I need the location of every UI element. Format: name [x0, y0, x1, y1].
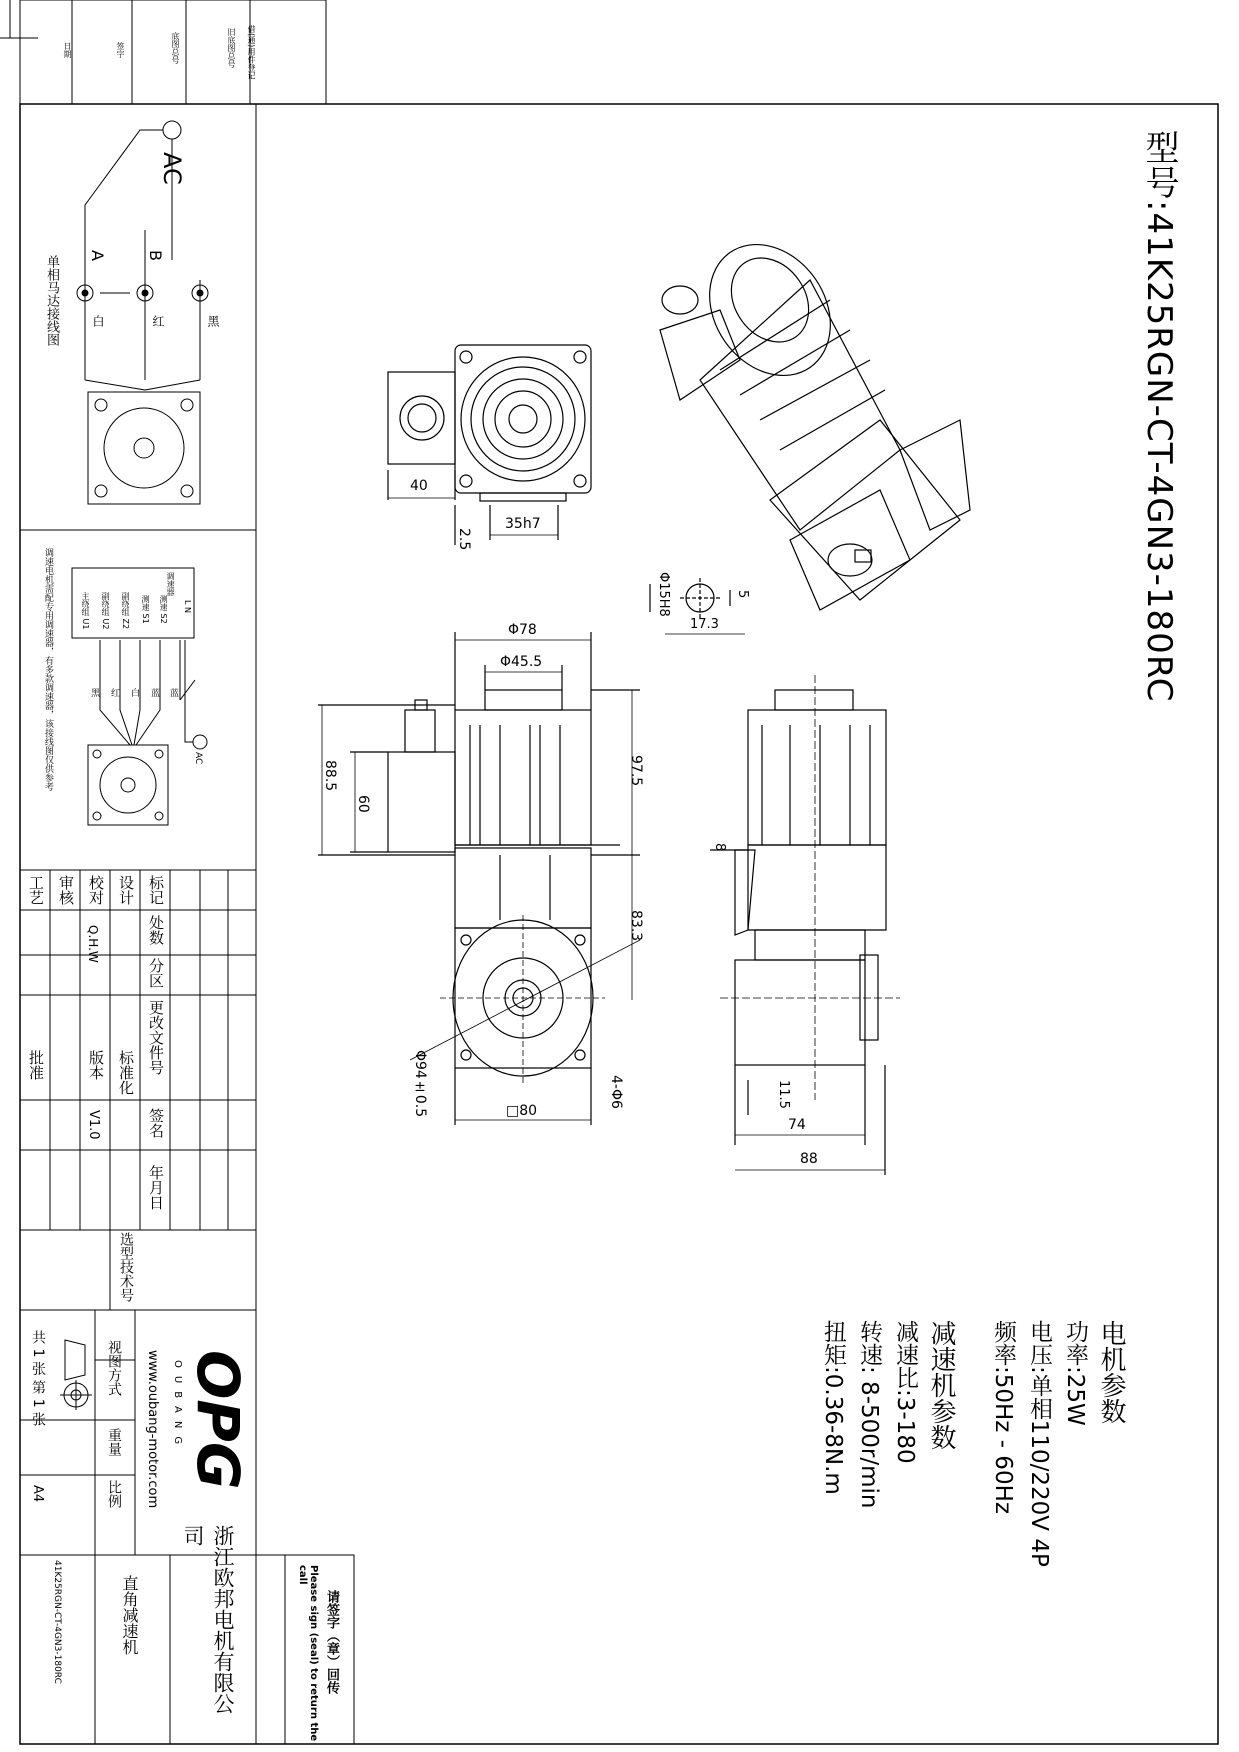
isometric-motor [660, 221, 970, 610]
wiring2-row-4: 副绕组 U2 [101, 592, 110, 630]
dim-40: 40 [410, 478, 428, 494]
motor-params-title: 电机参数 [1096, 1320, 1126, 1424]
gear-params-title: 减速机参数 [926, 1320, 956, 1450]
svg-text:OPG: OPG [184, 1350, 252, 1490]
dim-80: □80 [506, 1103, 538, 1119]
wiring2-wire-0: 蓝 [168, 688, 178, 697]
wiring2-row-0: L N [183, 600, 192, 613]
wiring2-box-title: 调速器 [166, 572, 175, 596]
return-note-en: Please sign (seal) to return the call [297, 1565, 319, 1742]
dim-2-5: 2.5 [456, 528, 472, 551]
wiring2-row-3: 副绕组 Z2 [121, 592, 130, 630]
dim-15h8: Φ15H8 [656, 572, 671, 617]
dim-88: 88 [800, 1151, 818, 1167]
company-name: 浙江欧邦电机有限公司 [181, 1525, 235, 1714]
company-product: 直角减速机 [120, 1575, 139, 1655]
wiring2-wire-4: 黑 [89, 688, 99, 697]
dim-11-5: 11.5 [776, 1080, 791, 1109]
motor-frequency: 频率:50Hz - 60Hz [990, 1320, 1016, 1514]
rev-banben: 版本 [87, 1050, 105, 1080]
company-view: 视图方式 [106, 1340, 122, 1396]
dim-17-3: 17.3 [690, 617, 719, 632]
dim-78: Φ78 [508, 622, 537, 638]
motor-params [985, 1320, 1129, 1567]
wiring1-b: B [146, 250, 165, 261]
company-weight: 重量 [106, 1428, 122, 1456]
rev-chushu: 处数 [147, 915, 165, 945]
rev-qianming: 签名 [147, 1108, 165, 1138]
rev-shenhe: 审核 [57, 875, 75, 905]
rev-pizhun: 批准 [27, 1050, 45, 1080]
dim-97-5: 97.5 [628, 755, 644, 787]
wiring1-black: 黑 [206, 315, 220, 327]
wiring1-a: A [88, 250, 107, 261]
gear-speed: 转速: 8-500r/min [856, 1320, 882, 1509]
wiring1-title: 单相马达接线图 [44, 255, 59, 346]
top-view [388, 345, 591, 545]
company-drawing-no: 41K25RGN-CT-4GN3-180RC [52, 1560, 62, 1684]
company-sheets: 共 1 张 第 1 张 [30, 1330, 46, 1427]
wiring1-ac: AC [158, 152, 186, 185]
dim-35h7: 35h7 [505, 516, 541, 532]
front-elevation [318, 632, 640, 1125]
rev-fenqu: 分区 [147, 958, 165, 988]
wiring2-row-5: 主绕组 U1 [81, 592, 90, 630]
rev-jiaodui: 校对 [87, 875, 105, 905]
wiring2-ac: AC [193, 752, 203, 765]
dim-4-6: 4-Φ6 [608, 1075, 624, 1109]
gear-torque: 扭矩:0.36-8N.m [820, 1320, 846, 1495]
company-size: A4 [30, 1485, 45, 1503]
rev-qhw: Q.H.W [86, 925, 100, 963]
rev-genggai: 更改文件号 [147, 1000, 165, 1075]
company-scale: 比例 [106, 1480, 122, 1508]
stamp-2: 底图总号 [171, 32, 180, 64]
rev-sheji: 设计 [117, 875, 135, 905]
wiring2-row-1: 测速 S2 [159, 595, 168, 624]
stamp-1: 旧底图总号 [227, 28, 236, 68]
dim-88-5: 88.5 [322, 760, 338, 792]
dim-94: Φ94±0.5 [412, 1050, 428, 1118]
dim-45-5: Φ45.5 [500, 654, 543, 670]
rev-gongyi: 工艺 [27, 875, 45, 905]
stamp-3: 签字 [116, 42, 125, 58]
wiring2-wire-1: 蓝 [149, 688, 159, 697]
rev-biaozhunhua: 标准化 [117, 1050, 135, 1095]
motor-voltage: 电压:单相110/220V 4P [1026, 1320, 1052, 1567]
rev-nianyueri: 年月日 [147, 1165, 165, 1210]
dim-8: 8 [712, 843, 727, 852]
dim-74: 74 [788, 1117, 806, 1133]
motor-power: 功率:25W [1062, 1320, 1088, 1426]
rev-v10: V1.0 [86, 1110, 101, 1140]
opg-logo [184, 1350, 252, 1489]
company-brand: OUBANG [172, 1360, 183, 1453]
side-elevation [710, 675, 900, 1175]
gear-params [815, 1320, 959, 1508]
dim-60: 60 [355, 795, 371, 813]
wiring2-note: 调速电机需配专用调速器，有多款调速器，该接线图仅供参考 [43, 548, 53, 791]
stamp-4: 日期 [63, 42, 72, 58]
company-url: www.oubang-motor.com [145, 1350, 160, 1509]
return-note-cn: 请签字（章）回传 [324, 1590, 339, 1694]
dim-83-3: 83.3 [628, 910, 644, 942]
model-title: 型号:41K25RGN-CT-4GN3-180RC [1139, 130, 1179, 703]
wiring2-row-2: 测速 S1 [141, 595, 150, 624]
wiring2-wire-3: 红 [109, 688, 119, 697]
rev-biaoji: 标记 [147, 875, 165, 905]
wiring1-white: 白 [91, 315, 105, 327]
gear-ratio: 减速比:3-180 [892, 1320, 918, 1464]
dim-5: 5 [735, 590, 750, 599]
rev-xuanxing: 选型技术号 [118, 1232, 134, 1302]
stamp-0: 借(通)用件登记 [247, 25, 256, 80]
wiring1-red: 红 [151, 315, 165, 327]
wiring2-wire-2: 白 [129, 688, 139, 697]
